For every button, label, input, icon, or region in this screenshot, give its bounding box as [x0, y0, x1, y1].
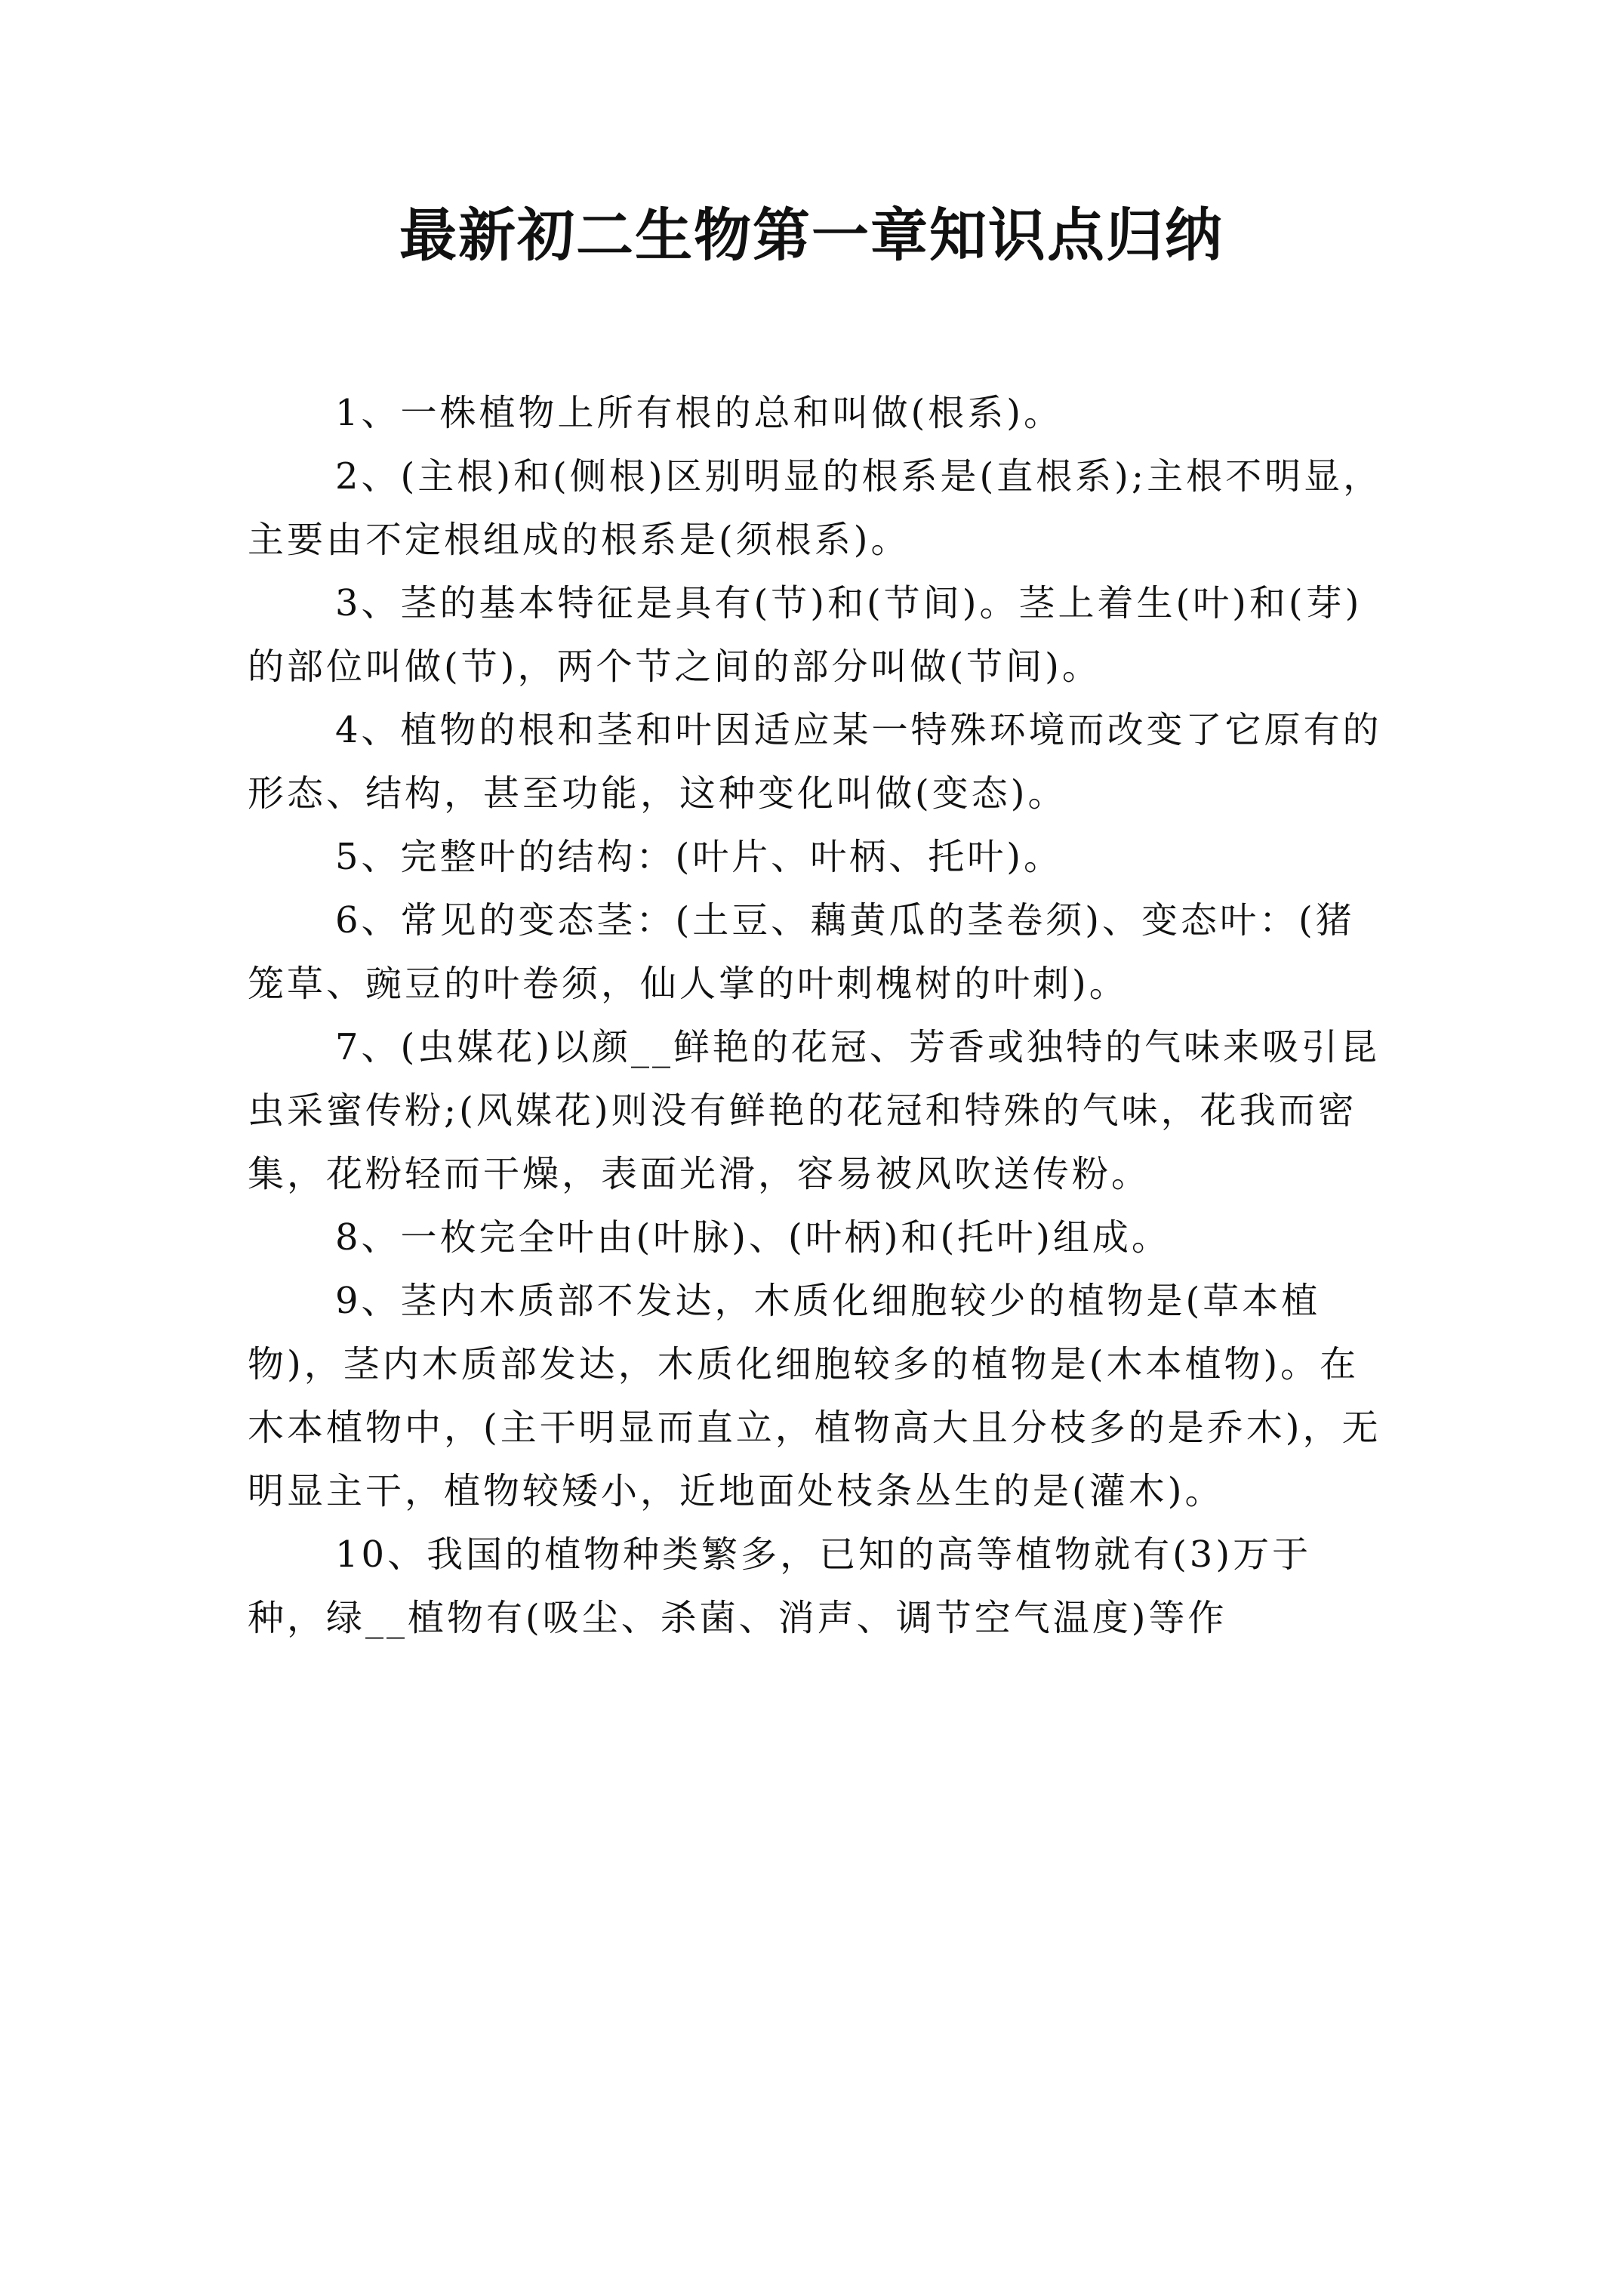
- paragraph-3: 3、茎的基本特征是具有(节)和(节间)。茎上着生(叶)和(芽)的部位叫做(节)，两个节之间的部分叫做(节间)。: [248, 582, 1363, 688]
- paragraph-8: 8、一枚完全叶由(叶脉)、(叶柄)和(托叶)组成。: [335, 1216, 1171, 1259]
- paragraph-10: 10、我国的植物种类繁多，已知的高等植物就有(3)万于种，绿__植物有(吸尘、杀菌、消声、调节空气温度)等作: [248, 1533, 1312, 1639]
- document-title: 最新初二生物第一章知识点归纳: [399, 202, 1224, 269]
- paragraph-1: 1、一株植物上所有根的总和叫做(根系)。: [335, 392, 1063, 434]
- paragraph-4: 4、植物的根和茎和叶因适应某一特殊环境而改变了它原有的形态、结构，甚至功能，这种变化叫做(变态)。: [248, 709, 1382, 815]
- paragraph-9: 9、茎内木质部不发达，木质化细胞较少的植物是(草本植物)，茎内木质部发达，木质化细胞较多的植物是(木本植物)。在木本植物中，(主干明显而直立，植物高大且分枝多的是乔木)，无明显主干，植物较矮小，近地面处枝条丛生的是(灌木)。: [248, 1280, 1381, 1512]
- paragraph-2: 2、(主根)和(侧根)区别明显的根系是(直根系);主根不明显，主要由不定根组成的根系是(须根系)。: [248, 455, 1383, 561]
- document-body: [248, 381, 1387, 1650]
- paragraph-7: 7、(虫媒花)以颜__鲜艳的花冠、芳香或独特的气味来吸引昆虫采蜜传粉;(风媒花)则没有鲜艳的花冠和特殊的气味，花我而密集，花粉轻而干燥，表面光滑，容易被风吹送传粉。: [248, 1026, 1380, 1195]
- paragraph-6: 6、常见的变态茎：(土豆、藕黄瓜的茎卷须)、变态叶：(猪笼草、豌豆的叶卷须，仙人掌的叶刺槐树的叶刺)。: [248, 899, 1355, 1005]
- paragraph-5: 5、完整叶的结构：(叶片、叶柄、托叶)。: [335, 836, 1063, 878]
